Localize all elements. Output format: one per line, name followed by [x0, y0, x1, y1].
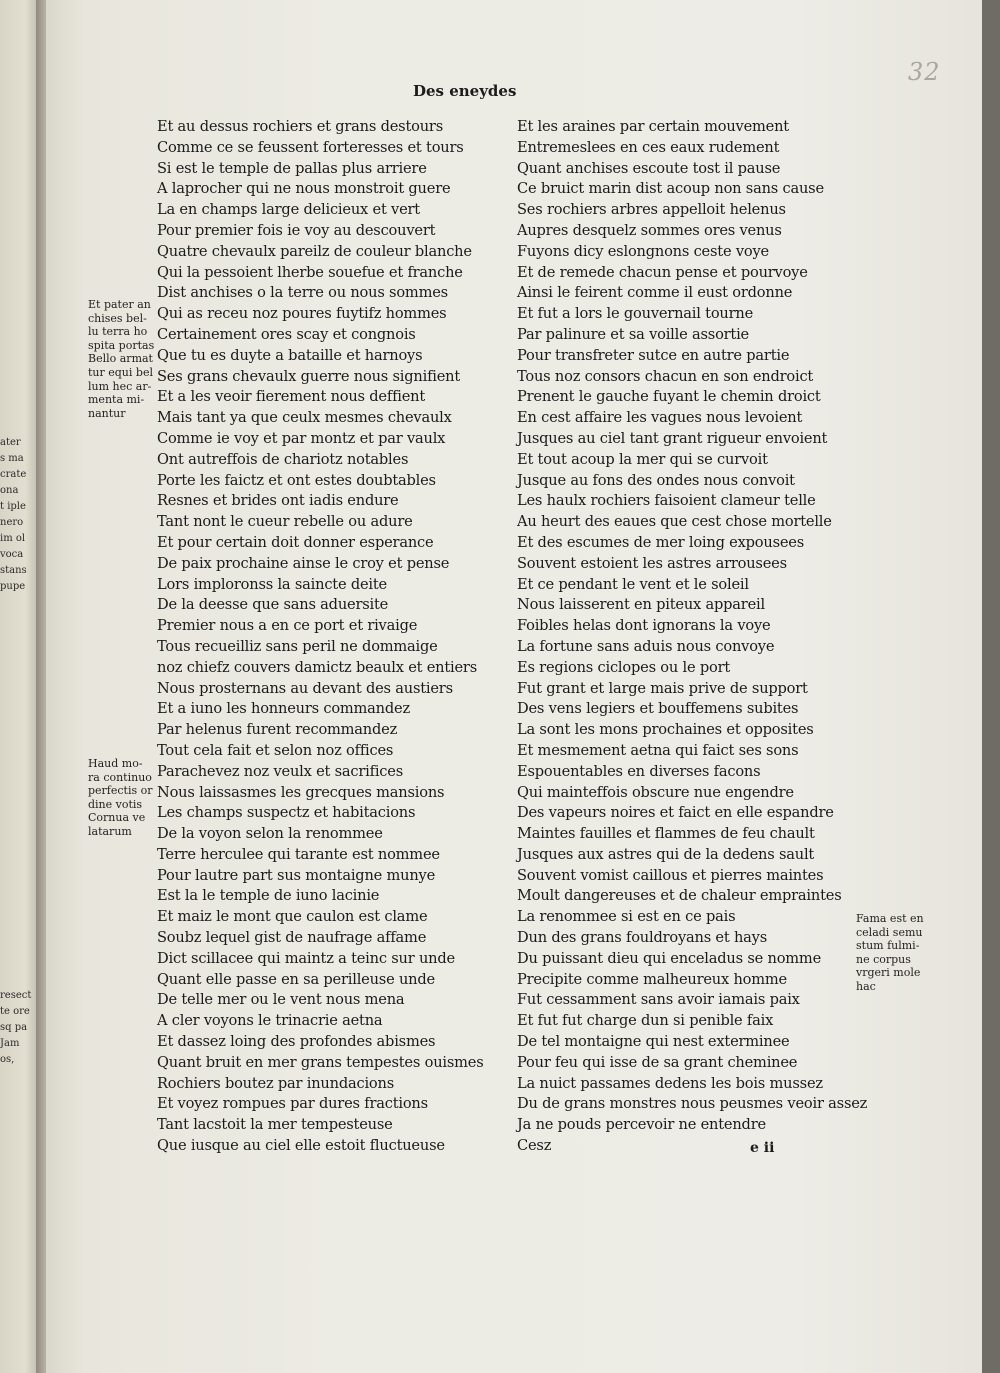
previous-page-note [0, 988, 40, 1068]
verse-line: Nous prosternans au devant des austiers [157, 679, 453, 697]
signature-mark: e ii [750, 1140, 775, 1156]
marginal-note-line: chises bel- [88, 311, 147, 325]
verse-line: Pour transfreter sutce en autre partie [517, 346, 790, 364]
verse-line: Par helenus furent recommandez [157, 721, 398, 739]
previous-page-note-line: nero [0, 517, 24, 528]
verse-line: Ses rochiers arbres appelloit helenus [517, 201, 786, 219]
verse-line: Jusques au ciel tant grant rigueur envoient [517, 429, 828, 447]
verse-line: Tout cela fait et selon noz offices [157, 741, 394, 759]
previous-page-note-line: stans [0, 565, 27, 576]
verse-line: Aupres desquelz sommes ores venus [517, 221, 782, 239]
marginal-note-line: Fama est en [856, 912, 924, 925]
verse-line: Resnes et brides ont iadis endure [157, 492, 399, 510]
marginal-note-line: vrgeri mole [856, 966, 921, 980]
verse-line: Ont autreffois de chariotz notables [157, 450, 409, 468]
verse-line: Tous noz consors chacun en son endroict [517, 367, 814, 385]
verse-line: De telle mer ou le vent nous mena [157, 991, 405, 1009]
marginal-note-line: celadi semu [856, 925, 923, 939]
previous-page-note-line: s ma [0, 453, 24, 464]
verse-line: Dun des grans fouldroyans et hays [517, 929, 767, 947]
verse-line: Pour lautre part sus montaigne munye [157, 866, 436, 884]
verse-line: Maintes fauilles et flammes de feu chault [517, 825, 815, 843]
verse-line: En cest affaire les vagues nous levoient [517, 409, 803, 427]
verse-line: Et voyez rompues par dures fractions [157, 1095, 428, 1113]
verse-line: noz chiefz couvers damictz beaulx et entiers [157, 658, 478, 676]
running-head: Des eneydes [413, 82, 517, 100]
verse-line: Es regions ciclopes ou le port [517, 658, 731, 676]
previous-page-note-line: t iple [0, 501, 26, 512]
previous-page-note-line: im ol [0, 533, 26, 544]
marginal-note-line: menta mi- [88, 393, 145, 407]
verse-line: Au heurt des eaues que cest chose mortelle [517, 513, 832, 531]
verse-line: Les champs suspectz et habitacions [157, 804, 416, 822]
verse-line: Et a iuno les honneurs commandez [157, 700, 410, 718]
verse-line: Fut grant et large mais prive de support [517, 679, 808, 697]
verse-line: Fut cessamment sans avoir iamais paix [517, 991, 800, 1009]
verse-line: La renommee si est en ce pais [517, 908, 736, 926]
verse-line: Tant nont le cueur rebelle ou adure [157, 513, 413, 531]
verse-line: Dict scillacee qui maintz a teinc sur unde [157, 949, 455, 967]
previous-page-note-line: Jam [0, 1038, 20, 1049]
verse-line: Cesz [517, 1137, 552, 1155]
verse-line: Tant lacstoit la mer tempesteuse [157, 1116, 393, 1134]
verse-line: Les haulx rochiers faisoient clameur telle [517, 492, 816, 510]
verse-line: Comme ie voy et par montz et par vaulx [157, 429, 446, 447]
verse-line: Quant elle passe en sa perilleuse unde [157, 970, 435, 988]
marginal-note-line: Bello armat [88, 352, 153, 366]
verse-column-right [517, 117, 867, 1157]
marginal-note-line: hac [856, 979, 876, 993]
marginal-note-line: Haud mo- [88, 757, 143, 770]
verse-line: Des vens legiers et bouffemens subites [517, 700, 799, 718]
verse-line: Souvent vomist caillous et pierres maintes [517, 866, 824, 884]
marginal-note [88, 757, 153, 839]
previous-page-note-line: ona [0, 485, 19, 496]
verse-line: La en champs large delicieux et vert [157, 201, 420, 219]
marginal-note-line: perfectis or [88, 784, 153, 798]
previous-page-note-line: voca [0, 549, 24, 560]
verse-line: Foibles helas dont ignorans la voye [517, 617, 771, 635]
verse-line: De tel montaigne qui nest exterminee [517, 1033, 790, 1051]
verse-line: Et de remede chacun pense et pourvoye [517, 263, 808, 281]
verse-line: Et fut fut charge dun si penible faix [517, 1012, 774, 1030]
verse-line: Du puissant dieu qui enceladus se nomme [517, 949, 822, 967]
marginal-note-line: Cornua ve [88, 811, 146, 825]
verse-line: De la voyon selon la renommee [157, 825, 383, 843]
verse-line: Par palinure et sa voille assortie [517, 325, 749, 343]
verse-line: Dist anchises o la terre ou nous sommes [157, 284, 448, 302]
marginal-note-line: spita portas [88, 338, 155, 352]
verse-line: Et dassez loing des profondes abismes [157, 1033, 436, 1051]
verse-line: La nuict passames dedens les bois mussez [517, 1074, 823, 1092]
verse-line: Porte les faictz et ont estes doubtables [157, 471, 436, 489]
verse-line: Et pour certain doit donner esperance [157, 533, 434, 551]
verse-line: Pour premier fois ie voy au descouvert [157, 221, 436, 239]
verse-line: Ce bruict marin dist acoup non sans cause [517, 180, 824, 198]
verse-line: A laprocher qui ne nous monstroit guere [157, 180, 451, 198]
verse-line: La sont les mons prochaines et opposites [517, 721, 814, 739]
marginal-note-line: ra continuo [88, 770, 152, 784]
verse-line: Ses grans chevaulx guerre nous signifient [157, 367, 461, 385]
verse-line: De la deesse que sans aduersite [157, 596, 389, 614]
marginal-note-line: lu terra ho [88, 325, 148, 339]
verse-line: Ja ne pouds percevoir ne entendre [517, 1116, 766, 1134]
verse-line: Et au dessus rochiers et grans destours [157, 118, 443, 135]
verse-line: Et des escumes de mer loing expousees [517, 533, 805, 551]
verse-line: Jusques aux astres qui de la dedens sault [517, 845, 815, 863]
marginal-note-line: stum fulmi- [856, 939, 920, 953]
verse-line: Et les araines par certain mouvement [517, 118, 789, 135]
verse-line: Qui mainteffois obscure nue engendre [517, 783, 794, 801]
marginal-note-line: ne corpus [856, 952, 911, 966]
verse-line: Jusque au fons des ondes nous convoit [517, 471, 795, 489]
verse-line: Ainsi le feirent comme il eust ordonne [517, 284, 793, 302]
verse-line: Nous laissasmes les grecques mansions [157, 783, 445, 801]
verse-line: Tous recueilliz sans peril ne dommaige [157, 637, 438, 655]
previous-page-note-line: ater [0, 437, 21, 448]
marginal-note-line: lum hec ar- [88, 379, 152, 393]
verse-line: Et ce pendant le vent et le soleil [517, 575, 749, 593]
verse-line: Precipite comme malheureux homme [517, 970, 787, 988]
verse-line: Si est le temple de pallas plus arriere [157, 159, 427, 177]
verse-line: Mais tant ya que ceulx mesmes chevaulx [157, 409, 452, 427]
verse-line: Des vapeurs noires et faict en elle espandre [517, 804, 834, 822]
marginal-note-line: tur equi bel [88, 365, 153, 379]
verse-column-left [157, 117, 484, 1157]
verse-line: Et maiz le mont que caulon est clame [157, 908, 428, 926]
verse-line: La fortune sans aduis nous convoye [517, 637, 775, 655]
previous-page-note-line: te ore [0, 1006, 30, 1017]
verse-line: Quant bruit en mer grans tempestes ouismes [157, 1053, 484, 1071]
verse-line: Et mesmement aetna qui faict ses sons [517, 741, 799, 759]
verse-line: Et fut a lors le gouvernail tourne [517, 305, 754, 323]
marginal-note-line: nantur [88, 406, 126, 420]
verse-line: Espouentables en diverses facons [517, 762, 761, 780]
marginal-note-line: dine votis [88, 797, 143, 811]
previous-page-note-line: os, [0, 1054, 15, 1065]
verse-line: Certainement ores scay et congnois [157, 325, 416, 343]
verse-line: A cler voyons le trinacrie aetna [157, 1012, 383, 1030]
verse-line: Quatre chevaulx pareilz de couleur blanche [157, 242, 472, 260]
verse-line: Et a les veoir fierement nous deffient [157, 388, 426, 406]
verse-line: Quant anchises escoute tost il pause [517, 159, 781, 177]
verse-line: Soubz lequel gist de naufrage affame [157, 929, 427, 947]
previous-page-note-line: pupe [0, 581, 26, 592]
verse-line: Qui as receu noz poures fuytifz hommes [157, 305, 447, 323]
verse-line: Du de grans monstres nous peusmes veoir assez [517, 1095, 868, 1113]
verse-line: Premier nous a en ce port et rivaige [157, 617, 418, 635]
verse-line: Fuyons dicy eslongnons ceste voye [517, 242, 769, 260]
marginal-note [856, 912, 924, 994]
verse-line: Nous laisserent en piteux appareil [517, 596, 765, 614]
verse-line: Comme ce se feussent forteresses et tours [157, 138, 464, 156]
verse-line: Que tu es duyte a bataille et harnoys [157, 346, 423, 364]
verse-line: Que iusque au ciel elle estoit fluctueuse [157, 1137, 445, 1155]
previous-page-note-line: sq pa [0, 1022, 28, 1033]
verse-line: Souvent estoient les astres arrousees [517, 554, 787, 572]
previous-page-note [0, 435, 40, 595]
marginal-note-line: Et pater an [88, 298, 151, 311]
marginal-note-line: latarum [88, 824, 132, 838]
verse-line: Est la le temple de iuno lacinie [157, 887, 380, 905]
verse-line: De paix prochaine ainse le croy et pense [157, 554, 450, 572]
verse-line: Et tout acoup la mer qui se curvoit [517, 450, 768, 468]
verse-line: Entremeslees en ces eaux rudement [517, 138, 780, 156]
verse-line: Moult dangereuses et de chaleur empraintes [517, 887, 842, 905]
verse-line: Pour feu qui isse de sa grant cheminee [517, 1053, 798, 1071]
verse-line: Rochiers boutez par inundacions [157, 1074, 394, 1092]
previous-page-note-line: crate [0, 469, 27, 480]
verse-line: Terre herculee qui tarante est nommee [157, 845, 440, 863]
verse-line: Lors imploronss la saincte deite [157, 575, 387, 593]
verse-line: Qui la pessoient lherbe souefue et franche [157, 263, 463, 281]
marginal-note [88, 298, 154, 420]
verse-line: Prenent le gauche fuyant le chemin droict [517, 388, 821, 406]
verse-line: Parachevez noz veulx et sacrifices [157, 762, 404, 780]
previous-page-note-line: resect [0, 990, 32, 1001]
folio-number: 32 [908, 58, 941, 86]
